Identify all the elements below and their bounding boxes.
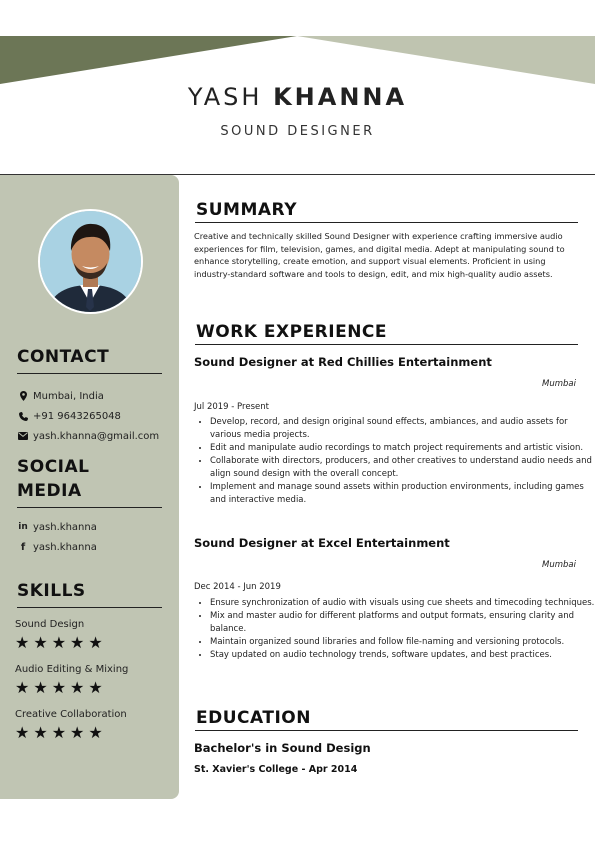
contact-email-text: yash.khanna@gmail.com bbox=[33, 430, 160, 442]
skill-name: Sound Design bbox=[15, 619, 85, 630]
summary-divider bbox=[195, 222, 578, 223]
education-school: St. Xavier's College - Apr 2014 bbox=[194, 764, 358, 775]
candidate-name bbox=[0, 83, 595, 111]
social-facebook[interactable] bbox=[15, 540, 97, 554]
job-bullets bbox=[194, 597, 595, 662]
list-item: • Maintain organized sound libraries and follow file-naming and versioning protocols. bbox=[210, 636, 595, 649]
summary-text: Creative and technically skilled Sound Designer with experience crafting immersive audio experiences for film, television, games, and digital media. Adept at manipulating sound to enhance storytelling, create emotion, and support visual elements. Proficient in using industry-standard software and tools to design, edit, and mix high-quality audio assets. bbox=[194, 231, 565, 279]
contact-email[interactable] bbox=[15, 429, 159, 443]
job-title: Sound Designer at Excel Entertainment bbox=[194, 536, 450, 550]
social-divider bbox=[17, 507, 162, 508]
first-name: YASH bbox=[187, 83, 263, 111]
work-experience-divider bbox=[195, 344, 578, 345]
education-divider bbox=[195, 730, 578, 731]
job-bullets bbox=[194, 416, 595, 507]
phone-icon bbox=[15, 412, 31, 421]
list-item: • Ensure synchronization of audio with visuals using cue sheets and timecoding techniques. bbox=[210, 597, 595, 610]
job-dates: Dec 2014 - Jun 2019 bbox=[194, 582, 281, 592]
job-location: Mumbai bbox=[542, 379, 576, 389]
social-heading-line1: SOCIAL bbox=[17, 457, 90, 477]
job-role: SOUND DESIGNER bbox=[220, 124, 375, 139]
skills-heading: SKILLS bbox=[17, 581, 86, 601]
profile-photo bbox=[38, 209, 143, 314]
social-facebook-text: yash.khanna bbox=[33, 541, 97, 553]
contact-phone-text: +91 9643265048 bbox=[33, 410, 121, 422]
linkedin-icon: in bbox=[18, 522, 28, 532]
list-item: • Develop, record, and design original sound effects, ambiances, and audio assets for various media projects. bbox=[210, 416, 595, 442]
job-dates: Jul 2019 - Present bbox=[194, 402, 269, 412]
list-item: • Stay updated on audio technology trends, software updates, and best practices. bbox=[210, 649, 595, 662]
job-location: Mumbai bbox=[542, 560, 576, 570]
header-banner bbox=[0, 36, 595, 86]
list-item: • Edit and manipulate audio recordings to match project requirements and artistic vision. bbox=[210, 442, 595, 455]
last-name: KHANNA bbox=[273, 83, 408, 111]
contact-location-text: Mumbai, India bbox=[33, 390, 104, 402]
contact-location bbox=[15, 389, 104, 403]
email-icon bbox=[15, 432, 31, 440]
skill-name: Audio Editing & Mixing bbox=[15, 664, 129, 675]
job-title: Sound Designer at Red Chillies Entertainment bbox=[194, 355, 492, 369]
facebook-icon: f bbox=[20, 541, 26, 553]
summary-heading: SUMMARY bbox=[196, 200, 298, 220]
contact-phone bbox=[15, 409, 121, 423]
skill-name: Creative Collaboration bbox=[15, 709, 127, 720]
list-item: • Implement and manage sound assets within production environments, including games and interactive media. bbox=[210, 481, 595, 507]
skill-rating-stars: ★★★★★ bbox=[15, 678, 107, 697]
contact-divider bbox=[17, 373, 162, 374]
social-linkedin[interactable] bbox=[15, 520, 97, 534]
work-experience-heading: WORK EXPERIENCE bbox=[196, 322, 388, 342]
location-pin-icon bbox=[15, 391, 31, 401]
skills-divider bbox=[17, 607, 162, 608]
social-linkedin-text: yash.khanna bbox=[33, 521, 97, 533]
skill-rating-stars: ★★★★★ bbox=[15, 723, 107, 742]
list-item: • Mix and master audio for different platforms and output formats, ensuring clarity and balance. bbox=[210, 610, 595, 636]
education-degree: Bachelor's in Sound Design bbox=[194, 741, 371, 755]
list-item: • Collaborate with directors, producers, and other creatives to understand audio needs and align sound design with the overall concept. bbox=[210, 455, 595, 481]
social-heading-line2: MEDIA bbox=[17, 481, 82, 501]
skill-rating-stars: ★★★★★ bbox=[15, 633, 107, 652]
contact-heading: CONTACT bbox=[17, 347, 110, 367]
education-heading: EDUCATION bbox=[196, 708, 311, 728]
